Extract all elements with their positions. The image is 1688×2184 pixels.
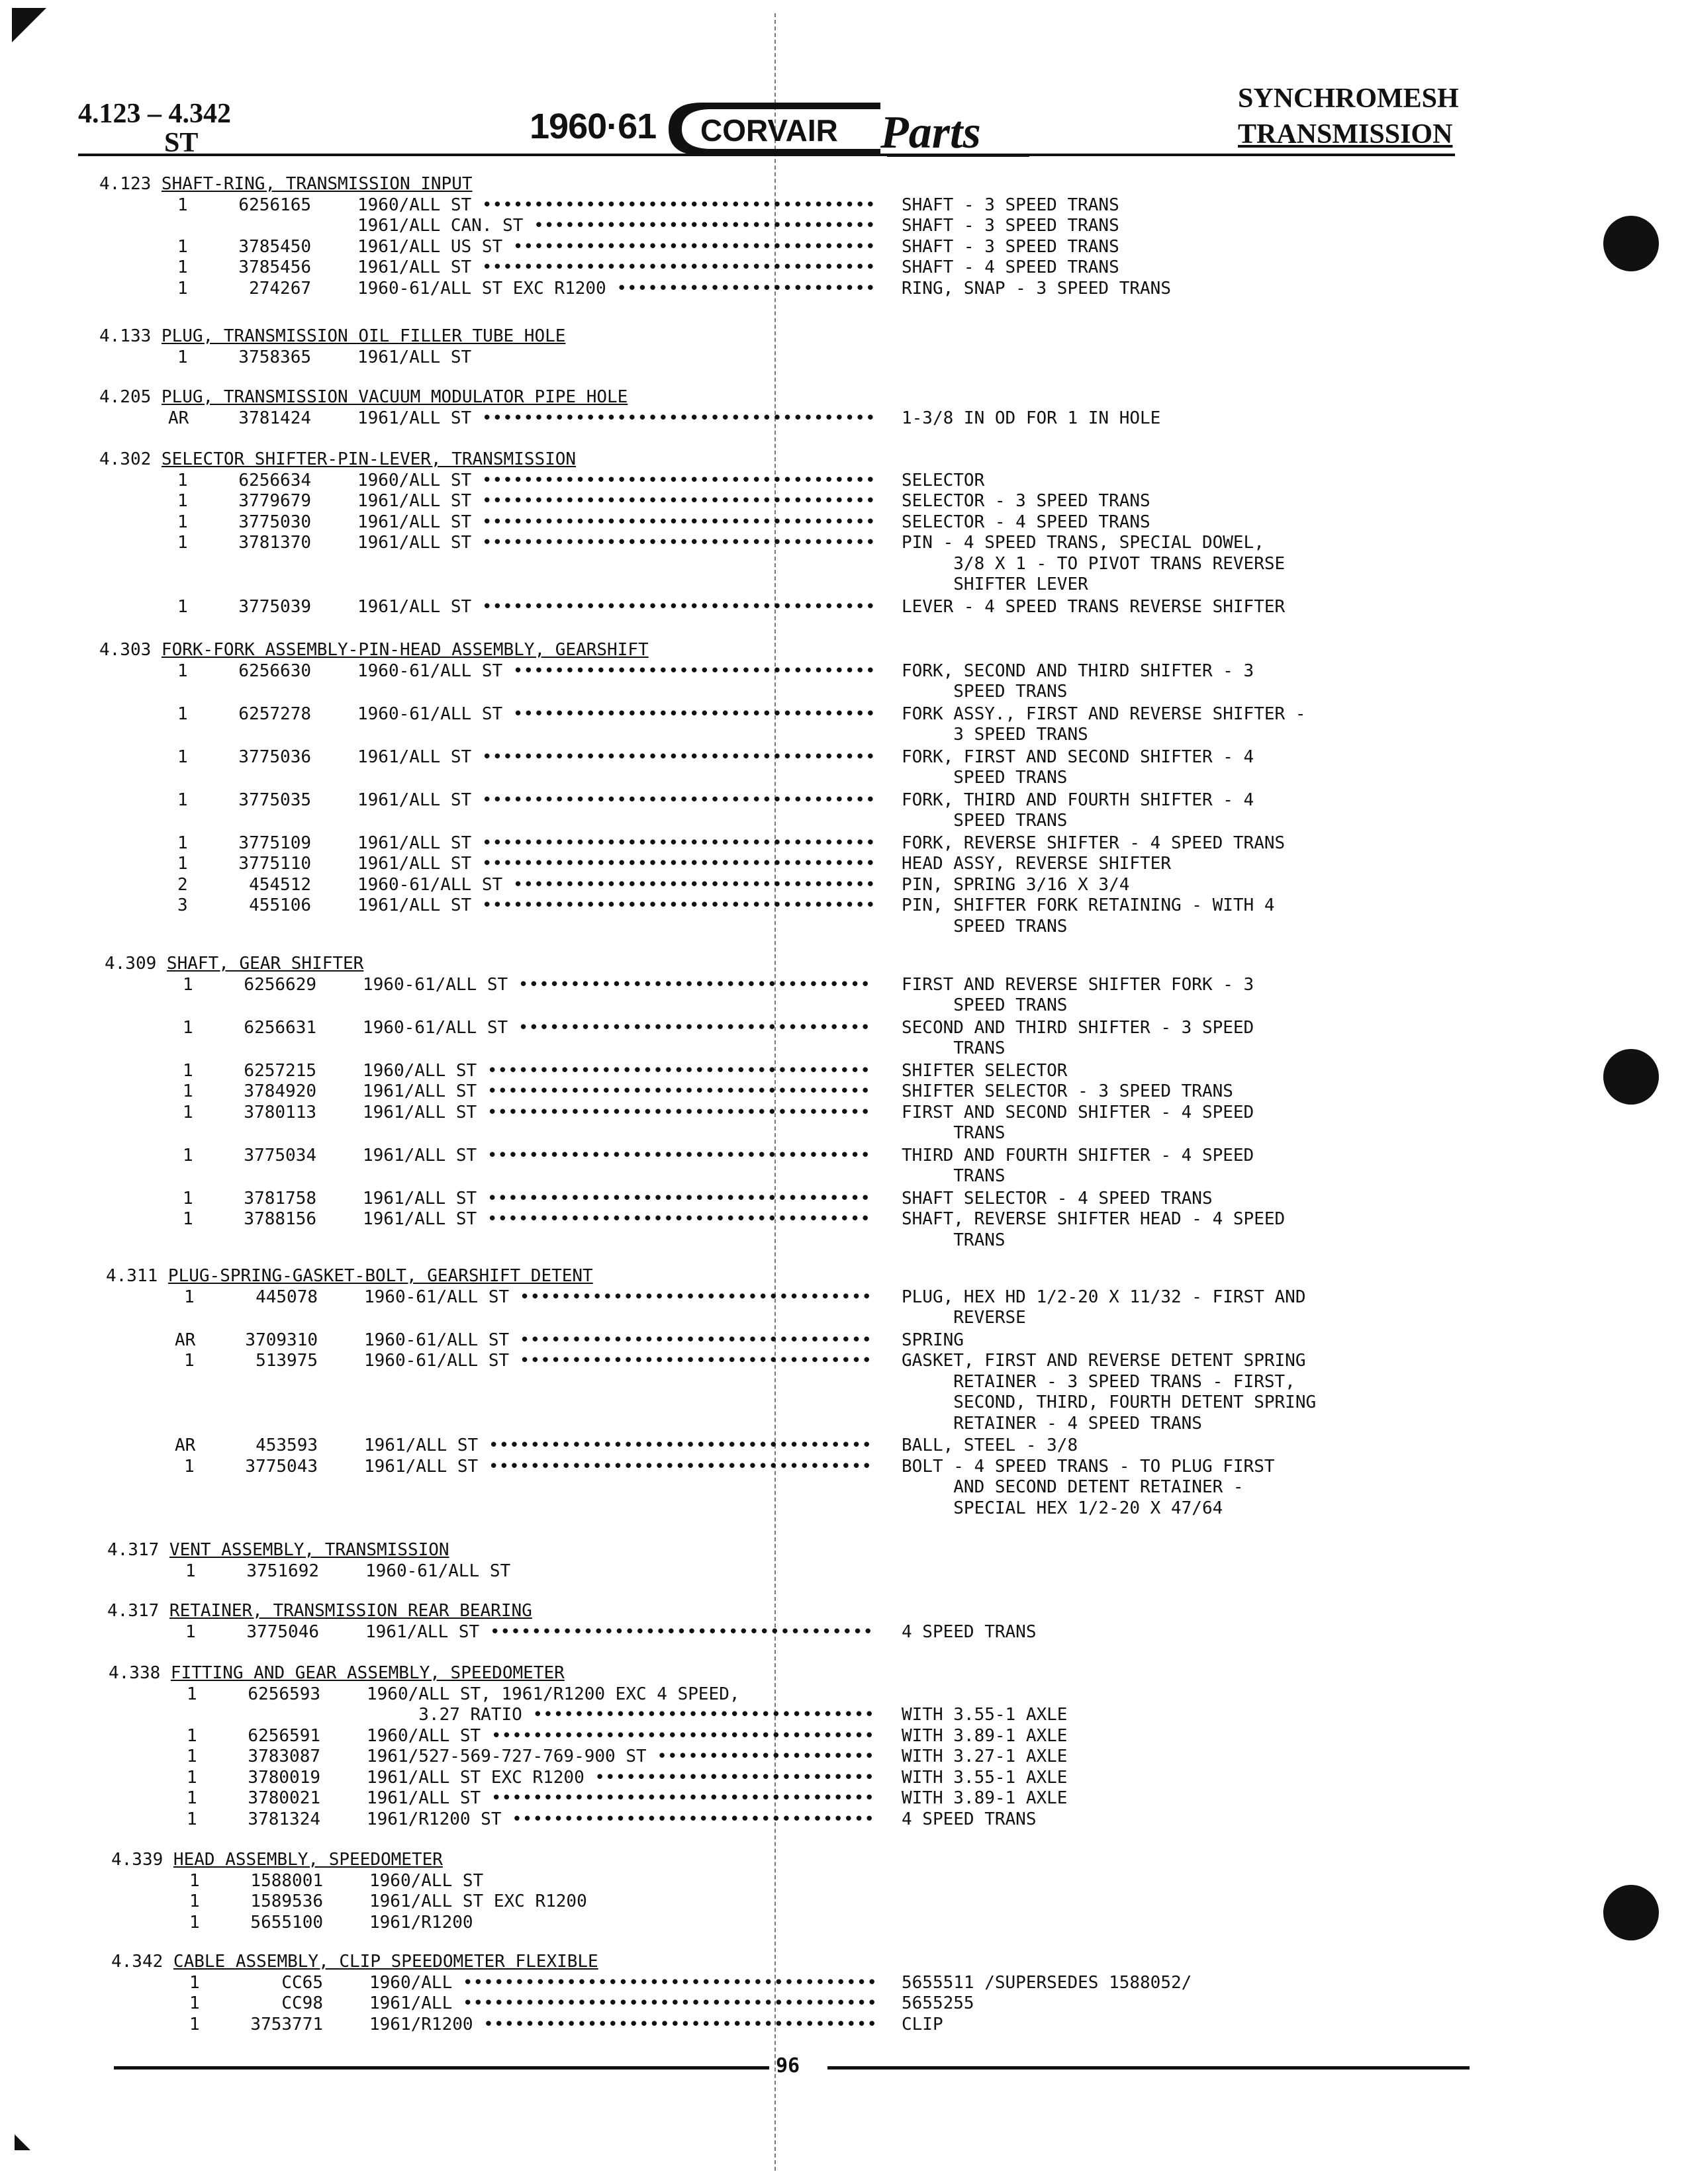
part-number: 3751692	[246, 1561, 319, 1581]
header-title-line1: SYNCHROMESH	[1238, 83, 1459, 114]
part-description: SHAFT - 3 SPEED TRANS	[902, 195, 1119, 215]
part-qty: AR	[175, 1435, 196, 1455]
header-year: 1960·61	[530, 107, 657, 146]
part-number: 3753771	[250, 2014, 323, 2034]
part-qty: 1	[189, 1912, 200, 1933]
part-description: TRANS	[902, 1038, 1006, 1058]
part-application: 1961/ALL ST •••••••••••••••••••••••••••••••••••••	[364, 1435, 872, 1455]
part-number: 3775030	[238, 512, 311, 532]
part-qty: 1	[177, 491, 188, 511]
part-application: 1961/ALL ST •••••••••••••••••••••••••••••••••••••	[363, 1209, 871, 1229]
part-application: 1960/ALL ST ••••••••••••••••••••••••••••••••••••••	[357, 470, 876, 490]
part-qty: 2	[177, 874, 188, 895]
section-title: SHAFT, GEAR SHIFTER	[166, 954, 364, 974]
part-number: 3709310	[245, 1330, 318, 1350]
section-heading	[107, 1539, 449, 1561]
part-application: 1961/ALL ST •••••••••••••••••••••••••••••••••••••	[363, 1081, 871, 1101]
section-id: 4.123	[99, 174, 162, 194]
part-number: 445078	[256, 1287, 318, 1307]
section-heading	[107, 1600, 532, 1621]
part-number: 3758365	[238, 347, 311, 367]
part-description: FORK, THIRD AND FOURTH SHIFTER - 4	[902, 790, 1254, 810]
part-application: 1961/ALL ST •••••••••••••••••••••••••••••••••••••	[363, 1145, 871, 1165]
part-application: 1961/ALL ST ••••••••••••••••••••••••••••••••••••••	[357, 833, 876, 853]
page-range-top: 4.123 – 4.342	[78, 99, 231, 129]
part-description: SECOND, THIRD, FOURTH DETENT SPRING	[902, 1392, 1317, 1412]
part-description: SPEED TRANS	[902, 995, 1068, 1015]
part-description: SPEED TRANS	[902, 682, 1068, 702]
part-number: 3775036	[238, 747, 311, 767]
part-number: 513975	[256, 1351, 318, 1371]
part-qty: 1	[189, 1972, 200, 1993]
part-qty: 1	[189, 1870, 200, 1891]
header-title	[1238, 81, 1459, 152]
part-description: SELECTOR - 3 SPEED TRANS	[902, 491, 1150, 511]
section-title: PLUG, TRANSMISSION VACUUM MODULATOR PIPE HOLE	[161, 387, 628, 407]
part-description: 3 SPEED TRANS	[902, 725, 1088, 745]
part-qty: 1	[177, 596, 188, 617]
part-application: 1961/ALL ST ••••••••••••••••••••••••••••••••••••••	[357, 512, 876, 532]
section-id: 4.303	[99, 640, 162, 660]
part-number: 3775035	[238, 790, 311, 810]
part-qty: 1	[183, 1017, 193, 1038]
part-qty: 1	[183, 1188, 193, 1208]
part-number: 6256593	[248, 1684, 320, 1704]
section-heading	[111, 1849, 443, 1870]
part-description: TRANS	[902, 1230, 1006, 1250]
part-number: 5655100	[250, 1912, 323, 1933]
part-description: 3/8 X 1 - TO PIVOT TRANS REVERSE	[902, 553, 1286, 574]
section-title: SHAFT-RING, TRANSMISSION INPUT	[161, 174, 473, 194]
part-description: SECOND AND THIRD SHIFTER - 3 SPEED	[902, 1017, 1254, 1038]
part-qty: 1	[183, 1081, 193, 1101]
part-description: FORK, REVERSE SHIFTER - 4 SPEED TRANS	[902, 833, 1286, 853]
part-description: RETAINER - 4 SPEED TRANS	[902, 1413, 1202, 1433]
part-number: 453593	[256, 1435, 318, 1455]
part-number: 3788156	[244, 1209, 316, 1229]
section-id: 4.302	[99, 449, 162, 469]
part-qty: 1	[184, 1287, 195, 1307]
section-id: 4.133	[99, 326, 162, 346]
part-number: 6256634	[238, 470, 311, 490]
part-application: 1961/R1200 ST •••••••••••••••••••••••••••••••••••	[367, 1809, 875, 1829]
part-application: 1960-61/ALL ST •••••••••••••••••••••••••••••••••••	[357, 704, 876, 724]
part-number: 6256629	[244, 974, 316, 995]
part-description: SHAFT - 4 SPEED TRANS	[902, 257, 1119, 277]
part-number: 3785450	[238, 236, 311, 257]
corner-mark-top-left	[12, 8, 46, 42]
part-qty: 1	[189, 2014, 200, 2034]
part-application: 1960-61/ALL ST •••••••••••••••••••••••••••••••••••	[357, 874, 876, 895]
part-description: BOLT - 4 SPEED TRANS - TO PLUG FIRST	[902, 1456, 1275, 1477]
part-application: 1961/R1200 ••••••••••••••••••••••••••••••••••••••	[369, 2014, 878, 2034]
part-qty: 1	[183, 1145, 193, 1165]
section-heading	[105, 953, 363, 974]
part-application: 3.27 RATIO •••••••••••••••••••••••••••••••••	[367, 1705, 875, 1725]
part-description: 1-3/8 IN OD FOR 1 IN HOLE	[902, 408, 1161, 428]
part-number: 3775110	[238, 854, 311, 874]
section-id: 4.309	[105, 954, 167, 974]
part-application: 1961/ALL ST ••••••••••••••••••••••••••••••••••••••	[357, 895, 876, 915]
part-qty: 1	[187, 1809, 197, 1829]
binder-hole-top	[1603, 216, 1659, 271]
svg-text:Parts: Parts	[880, 107, 981, 158]
part-application: 1960/ALL ST •••••••••••••••••••••••••••••••••••••	[363, 1060, 871, 1081]
header-title-line2: TRANSMISSION	[1238, 119, 1453, 150]
part-number: 3781424	[238, 408, 311, 428]
part-number: 3780113	[244, 1102, 316, 1122]
part-description: PIN, SPRING 3/16 X 3/4	[902, 874, 1130, 895]
part-description: FORK, FIRST AND SECOND SHIFTER - 4	[902, 747, 1254, 767]
section-title: HEAD ASSEMBLY, SPEEDOMETER	[173, 1850, 443, 1870]
part-application: 1961/ALL US ST •••••••••••••••••••••••••••••••••••	[357, 236, 876, 257]
part-qty: 1	[183, 974, 193, 995]
part-description: SPEED TRANS	[902, 916, 1068, 936]
part-number: 3775046	[246, 1621, 319, 1642]
part-description: PLUG, HEX HD 1/2-20 X 11/32 - FIRST AND	[902, 1287, 1306, 1307]
section-id: 4.338	[109, 1663, 171, 1683]
part-description: CLIP	[902, 2014, 943, 2034]
part-qty: 1	[183, 1102, 193, 1122]
section-heading	[99, 449, 576, 470]
part-application: 1960/ALL ST ••••••••••••••••••••••••••••••••••••••	[357, 195, 876, 215]
part-application: 1961/ALL ••••••••••••••••••••••••••••••••••••••••	[369, 1993, 878, 2013]
part-description: SHIFTER SELECTOR - 3 SPEED TRANS	[902, 1081, 1233, 1101]
part-number: 6256630	[238, 660, 311, 681]
part-number: 3781758	[244, 1188, 316, 1208]
section-title: VENT ASSEMBLY, TRANSMISSION	[169, 1540, 449, 1560]
part-description: TRANS	[902, 1166, 1006, 1186]
binder-hole-middle	[1603, 1049, 1659, 1105]
part-qty: 1	[183, 1209, 193, 1229]
part-description: REVERSE	[902, 1308, 1026, 1328]
part-application: 1961/ALL ST ••••••••••••••••••••••••••••••••••••••	[357, 854, 876, 874]
section-id: 4.317	[107, 1540, 169, 1560]
page-range	[78, 99, 231, 158]
part-application: 1960-61/ALL ST •••••••••••••••••••••••••••••••••••	[357, 660, 876, 681]
part-application: 1961/ALL ST ••••••••••••••••••••••••••••••••••••••	[357, 747, 876, 767]
part-description: SELECTOR	[902, 470, 985, 490]
part-number: 6256631	[244, 1017, 316, 1038]
section-id: 4.339	[111, 1850, 173, 1870]
section-title: RETAINER, TRANSMISSION REAR BEARING	[169, 1601, 532, 1621]
part-qty: 1	[185, 1561, 196, 1581]
part-qty: 1	[187, 1684, 197, 1704]
section-title: FORK-FORK ASSEMBLY-PIN-HEAD ASSEMBLY, GEARSHIFT	[161, 640, 649, 660]
part-number: 3781324	[248, 1809, 320, 1829]
part-description: SPECIAL HEX 1/2-20 X 47/64	[902, 1498, 1223, 1518]
part-description: WITH 3.89-1 AXLE	[902, 1725, 1068, 1746]
part-number: 454512	[249, 874, 311, 895]
part-description: SHAFT SELECTOR - 4 SPEED TRANS	[902, 1188, 1213, 1208]
part-application: 1961/ALL ST ••••••••••••••••••••••••••••••••••••••	[357, 790, 876, 810]
part-qty: 1	[187, 1725, 197, 1746]
part-description: SPEED TRANS	[902, 768, 1068, 788]
section-heading	[109, 1662, 565, 1684]
part-description: SPRING	[902, 1330, 964, 1350]
part-qty: 1	[189, 1891, 200, 1911]
part-application: 1960-61/ALL ST ••••••••••••••••••••••••••••••••••	[363, 974, 871, 995]
part-number: 6257215	[244, 1060, 316, 1081]
part-description: 5655511 /SUPERSEDES 1588052/	[902, 1972, 1192, 1993]
section-heading	[99, 639, 649, 660]
part-number: 3784920	[244, 1081, 316, 1101]
part-qty: 1	[177, 195, 188, 215]
part-number: 3783087	[248, 1747, 320, 1766]
part-description: FORK ASSY., FIRST AND REVERSE SHIFTER -	[902, 704, 1306, 724]
part-number: 3780019	[248, 1767, 320, 1788]
section-id: 4.311	[106, 1266, 168, 1286]
part-number: 3781370	[238, 533, 311, 553]
part-description: LEVER - 4 SPEED TRANS REVERSE SHIFTER	[902, 596, 1286, 617]
part-number: 274267	[249, 278, 311, 298]
part-description: BALL, STEEL - 3/8	[902, 1435, 1078, 1455]
part-number: 1588001	[250, 1870, 323, 1891]
part-description: SPEED TRANS	[902, 811, 1068, 831]
part-application: 1961/ALL ST •••••••••••••••••••••••••••••••••••••	[365, 1621, 874, 1642]
part-qty: 1	[187, 1767, 197, 1788]
svg-text:CORVAIR: CORVAIR	[700, 113, 838, 148]
part-description: GASKET, FIRST AND REVERSE DETENT SPRING	[902, 1351, 1306, 1371]
part-application: 1961/R1200	[369, 1912, 473, 1933]
part-application: 1961/ALL ST EXC R1200 •••••••••••••••••••••••••••	[367, 1767, 875, 1788]
part-description: SHIFTER LEVER	[902, 574, 1088, 594]
part-qty: 1	[177, 854, 188, 874]
part-qty: 1	[177, 512, 188, 532]
part-application: 1961/ALL CAN. ST •••••••••••••••••••••••••••••••••	[357, 216, 876, 236]
part-qty: AR	[168, 408, 189, 428]
part-description: 5655255	[902, 1993, 974, 2013]
part-number: 3785456	[238, 257, 311, 277]
section-title: SELECTOR SHIFTER-PIN-LEVER, TRANSMISSION	[161, 449, 577, 469]
part-number: CC98	[281, 1993, 323, 2013]
part-qty: 1	[187, 1747, 197, 1766]
part-qty: 1	[183, 1060, 193, 1081]
part-qty: 1	[187, 1788, 197, 1808]
part-description: PIN, SHIFTER FORK RETAINING - WITH 4	[902, 895, 1275, 915]
part-qty: 1	[177, 660, 188, 681]
part-qty: 3	[177, 895, 188, 915]
part-description: SHAFT - 3 SPEED TRANS	[902, 236, 1119, 257]
header-rule	[78, 154, 1455, 156]
section-heading	[106, 1265, 593, 1287]
part-qty: 1	[177, 347, 188, 367]
section-title: PLUG, TRANSMISSION OIL FILLER TUBE HOLE	[161, 326, 566, 346]
part-number: 3775109	[238, 833, 311, 853]
part-application: 1961/ALL ST •••••••••••••••••••••••••••••••••••••	[367, 1788, 875, 1808]
part-number: 3779679	[238, 491, 311, 511]
part-description: SHAFT - 3 SPEED TRANS	[902, 216, 1119, 236]
part-application: 1961/ALL ST •••••••••••••••••••••••••••••••••••••	[363, 1102, 871, 1122]
part-number: CC65	[281, 1972, 323, 1993]
section-title: FITTING AND GEAR ASSEMBLY, SPEEDOMETER	[170, 1663, 565, 1683]
part-description: FIRST AND SECOND SHIFTER - 4 SPEED	[902, 1102, 1254, 1122]
part-number: 6256591	[248, 1725, 320, 1746]
part-application: 1961/ALL ST ••••••••••••••••••••••••••••••••••••••	[357, 257, 876, 277]
section-id: 4.317	[107, 1601, 169, 1621]
part-application: 1960-61/ALL ST ••••••••••••••••••••••••••••••••••	[363, 1017, 871, 1038]
part-number: 455106	[249, 895, 311, 915]
part-description: WITH 3.27-1 AXLE	[902, 1747, 1068, 1766]
part-application: 1961/ALL ST ••••••••••••••••••••••••••••••••••••••	[357, 533, 876, 553]
part-qty: 1	[185, 1621, 196, 1642]
part-description: 4 SPEED TRANS	[902, 1809, 1037, 1829]
part-description: SHAFT, REVERSE SHIFTER HEAD - 4 SPEED	[902, 1209, 1286, 1229]
section-heading	[99, 173, 473, 195]
part-application: 1961/ALL ST ••••••••••••••••••••••••••••••••••••••	[357, 408, 876, 428]
part-application: 1961/ALL ST EXC R1200	[369, 1891, 587, 1911]
part-description: WITH 3.55-1 AXLE	[902, 1705, 1068, 1725]
part-qty: AR	[175, 1330, 196, 1350]
part-application: 1961/ALL ST ••••••••••••••••••••••••••••••••••••••	[357, 596, 876, 617]
part-qty: 1	[189, 1993, 200, 2013]
part-qty: 1	[177, 236, 188, 257]
section-id: 4.342	[111, 1952, 173, 1972]
part-description: SELECTOR - 4 SPEED TRANS	[902, 512, 1150, 532]
section-title: CABLE ASSEMBLY, CLIP SPEEDOMETER FLEXIBLE	[173, 1952, 598, 1972]
part-application: 1960-61/ALL ST	[365, 1561, 511, 1581]
part-application: 1961/ALL ST	[357, 347, 472, 367]
part-description: PIN - 4 SPEED TRANS, SPECIAL DOWEL,	[902, 533, 1264, 553]
part-description: FIRST AND REVERSE SHIFTER FORK - 3	[902, 974, 1254, 995]
part-number: 6256165	[238, 195, 311, 215]
section-heading	[99, 326, 565, 347]
section-heading	[111, 1951, 598, 1972]
page-range-sub: ST	[164, 128, 199, 158]
part-qty: 1	[177, 704, 188, 724]
part-qty: 1	[184, 1351, 195, 1371]
part-application: 1960-61/ALL ST ••••••••••••••••••••••••••••••••••	[364, 1351, 872, 1371]
part-description: HEAD ASSY, REVERSE SHIFTER	[902, 854, 1171, 874]
part-application: 1960-61/ALL ST ••••••••••••••••••••••••••••••••••	[364, 1287, 872, 1307]
part-description: THIRD AND FOURTH SHIFTER - 4 SPEED	[902, 1145, 1254, 1165]
part-description: RETAINER - 3 SPEED TRANS - FIRST,	[902, 1371, 1295, 1392]
part-application: 1960-61/ALL ST EXC R1200 •••••••••••••••••••••••••	[357, 278, 876, 298]
part-application: 1961/ALL ST •••••••••••••••••••••••••••••••••••••	[364, 1456, 872, 1477]
part-qty: 1	[177, 470, 188, 490]
footer-rule-left	[114, 2066, 769, 2070]
part-application: 1960/ALL ST •••••••••••••••••••••••••••••••••••••	[367, 1725, 875, 1746]
part-qty: 1	[177, 833, 188, 853]
part-number: 3775043	[245, 1456, 318, 1477]
part-qty: 1	[177, 790, 188, 810]
footer-rule-right	[827, 2066, 1470, 2070]
part-application: 1961/527-569-727-769-900 ST •••••••••••••••••••••	[367, 1747, 875, 1766]
part-qty: 1	[177, 533, 188, 553]
part-description: 4 SPEED TRANS	[902, 1621, 1037, 1642]
part-number: 6257278	[238, 704, 311, 724]
section-heading	[99, 387, 628, 408]
part-application: 1960/ALL ST, 1961/R1200 EXC 4 SPEED,	[367, 1684, 740, 1704]
part-application: 1960-61/ALL ST ••••••••••••••••••••••••••••••••••	[364, 1330, 872, 1350]
part-description: SHIFTER SELECTOR	[902, 1060, 1068, 1081]
part-description: WITH 3.89-1 AXLE	[902, 1788, 1068, 1808]
part-qty: 1	[177, 278, 188, 298]
part-number: 3780021	[248, 1788, 320, 1808]
section-title: PLUG-SPRING-GASKET-BOLT, GEARSHIFT DETENT	[167, 1266, 593, 1286]
part-qty: 1	[177, 747, 188, 767]
part-application: 1961/ALL ST ••••••••••••••••••••••••••••••••••••••	[357, 491, 876, 511]
part-number: 3775039	[238, 596, 311, 617]
part-description: WITH 3.55-1 AXLE	[902, 1767, 1068, 1788]
part-application: 1961/ALL ST •••••••••••••••••••••••••••••••••••••	[363, 1188, 871, 1208]
part-description: TRANS	[902, 1123, 1006, 1143]
section-id: 4.205	[99, 387, 162, 407]
part-description: FORK, SECOND AND THIRD SHIFTER - 3	[902, 660, 1254, 681]
part-number: 3775034	[244, 1145, 316, 1165]
part-application: 1960/ALL ST	[369, 1870, 484, 1891]
part-application: 1960/ALL ••••••••••••••••••••••••••••••••••••••••	[369, 1972, 878, 1993]
part-qty: 1	[184, 1456, 195, 1477]
part-description: RING, SNAP - 3 SPEED TRANS	[902, 278, 1171, 298]
part-qty: 1	[177, 257, 188, 277]
page-number: 96	[776, 2054, 800, 2077]
corner-mark-bottom-left	[15, 2134, 30, 2150]
part-number: 1589536	[250, 1891, 323, 1911]
part-description: AND SECOND DETENT RETAINER -	[902, 1477, 1244, 1497]
binder-hole-bottom	[1603, 1885, 1659, 1940]
